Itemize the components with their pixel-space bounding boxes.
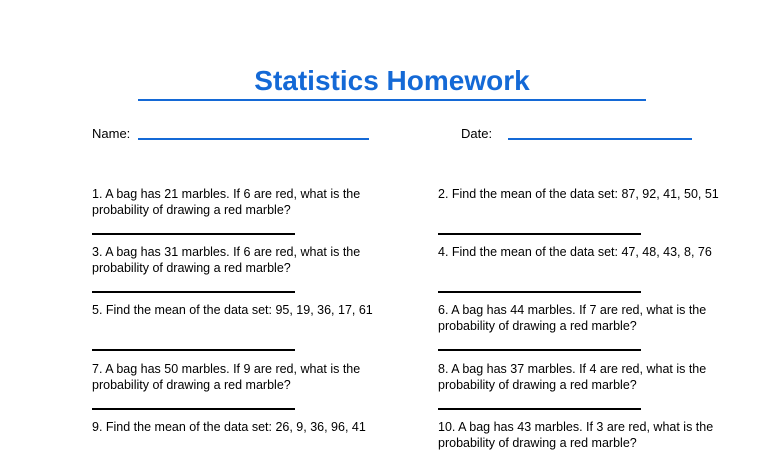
name-label: Name: [92, 126, 131, 141]
question-1: 1. A bag has 21 marbles. If 6 are red, what is the probability of drawing a red marble? [92, 187, 361, 217]
question-7: 7. A bag has 50 marbles. If 9 are red, what is the probability of drawing a red marble? [92, 362, 361, 392]
worksheet-title: Statistics Homework [254, 65, 530, 96]
question-3: 3. A bag has 31 marbles. If 6 are red, what is the probability of drawing a red marble? [92, 245, 361, 275]
title-underline [138, 99, 646, 101]
answer-line-5[interactable] [92, 349, 295, 351]
question-5: 5. Find the mean of the data set: 95, 19, 36, 17, 61 [92, 303, 373, 317]
answer-line-7[interactable] [92, 408, 295, 410]
date-label: Date: [461, 126, 493, 141]
name-blank-line[interactable] [138, 138, 369, 140]
date-blank-line[interactable] [508, 138, 692, 140]
answer-line-3[interactable] [92, 291, 295, 293]
answer-line-2[interactable] [438, 233, 641, 235]
question-9: 9. Find the mean of the data set: 26, 9, 36, 96, 41 [92, 420, 366, 434]
answer-line-6[interactable] [438, 349, 641, 351]
question-8: 8. A bag has 37 marbles. If 4 are red, what is the probability of drawing a red marble? [438, 362, 707, 392]
question-10: 10. A bag has 43 marbles. If 3 are red, what is the probability of drawing a red marble? [438, 420, 714, 450]
answer-line-4[interactable] [438, 291, 641, 293]
question-6: 6. A bag has 44 marbles. If 7 are red, what is the probability of drawing a red marble? [438, 303, 707, 333]
question-4: 4. Find the mean of the data set: 47, 48, 43, 8, 76 [438, 245, 712, 259]
question-2: 2. Find the mean of the data set: 87, 92, 41, 50, 51 [438, 187, 719, 201]
answer-line-8[interactable] [438, 408, 641, 410]
answer-line-1[interactable] [92, 233, 295, 235]
